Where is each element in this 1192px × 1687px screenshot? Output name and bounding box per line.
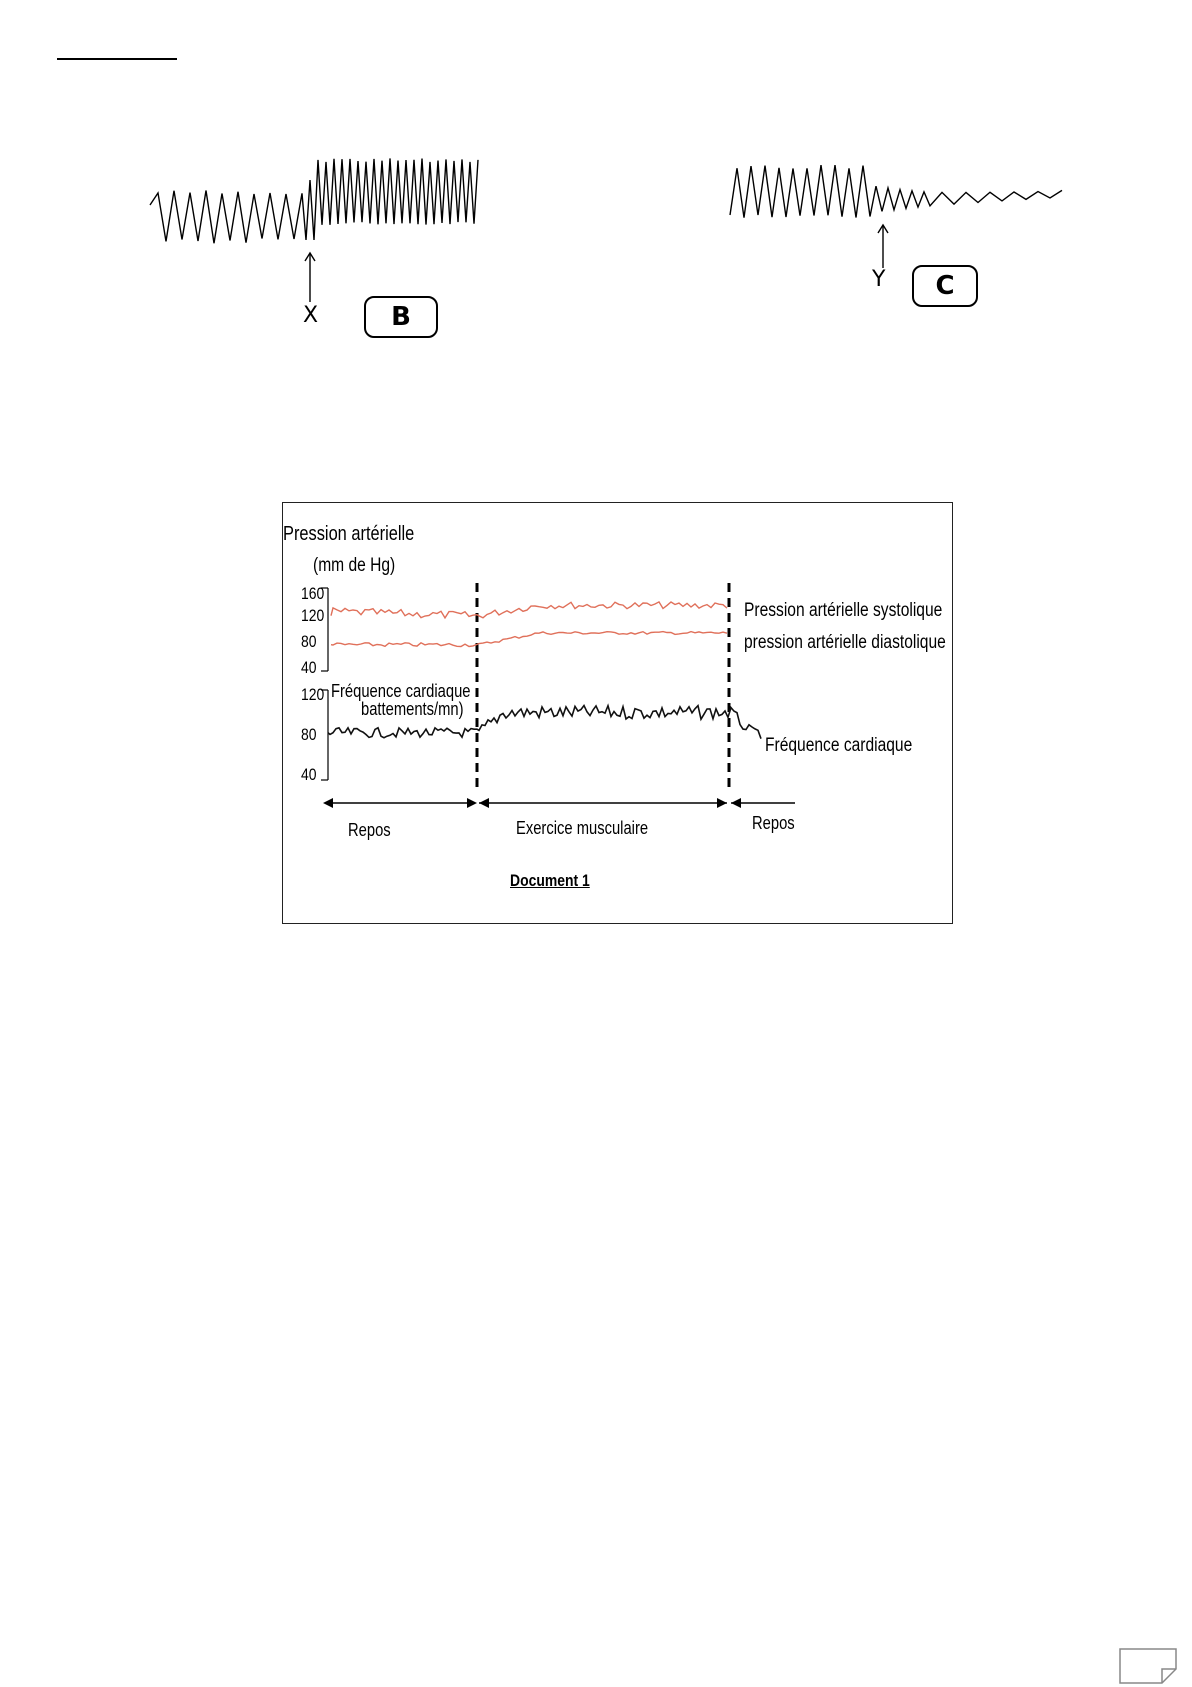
label-c-box: C [912,265,978,307]
document-1-figure [282,502,953,924]
systolic-series-line [331,602,727,618]
top-underline [57,58,177,60]
pressure-tick: 40 [301,658,317,677]
series-label-diastolic: pression artérielle diastolique [744,632,946,653]
diastolic-series-line [331,632,727,647]
document-1-plot [283,503,952,923]
label-b-box: B [364,296,438,338]
phase-arrow-exercice [479,798,727,808]
pressure-axis-label: Pression artérielle [283,523,415,545]
pressure-tick: 160 [301,584,325,603]
phase-label-exercice: Exercice musculaire [516,818,649,838]
trace-b-recording [150,150,540,260]
heart-axis-label: Fréquence cardiaque [331,681,471,701]
heart-axis-unit: battements/mn) [361,699,464,719]
phase-arrow-repos-2 [731,798,795,808]
heart-rate-series-line [328,706,761,739]
pressure-tick: 80 [301,632,317,651]
heart-tick: 120 [301,685,325,704]
marker-y: Y [872,267,886,292]
pressure-axis-unit: (mm de Hg) [313,555,396,576]
page-turn-icon [1118,1647,1178,1687]
pressure-tick: 120 [301,606,325,625]
arrow-x-icon [300,250,320,305]
series-label-systolic: Pression artérielle systolique [744,600,943,621]
arrow-y-icon [873,222,893,272]
trace-c-recording [730,160,1070,250]
phase-label-repos-1: Repos [348,820,391,840]
series-label-heart-rate: Fréquence cardiaque [765,735,913,756]
phase-arrow-repos-1 [323,798,477,808]
heart-tick: 40 [301,765,317,784]
phase-label-repos-2: Repos [752,813,795,833]
marker-x: X [303,303,319,328]
heart-tick: 80 [301,725,317,744]
document-1-title: Document 1 [510,871,590,890]
